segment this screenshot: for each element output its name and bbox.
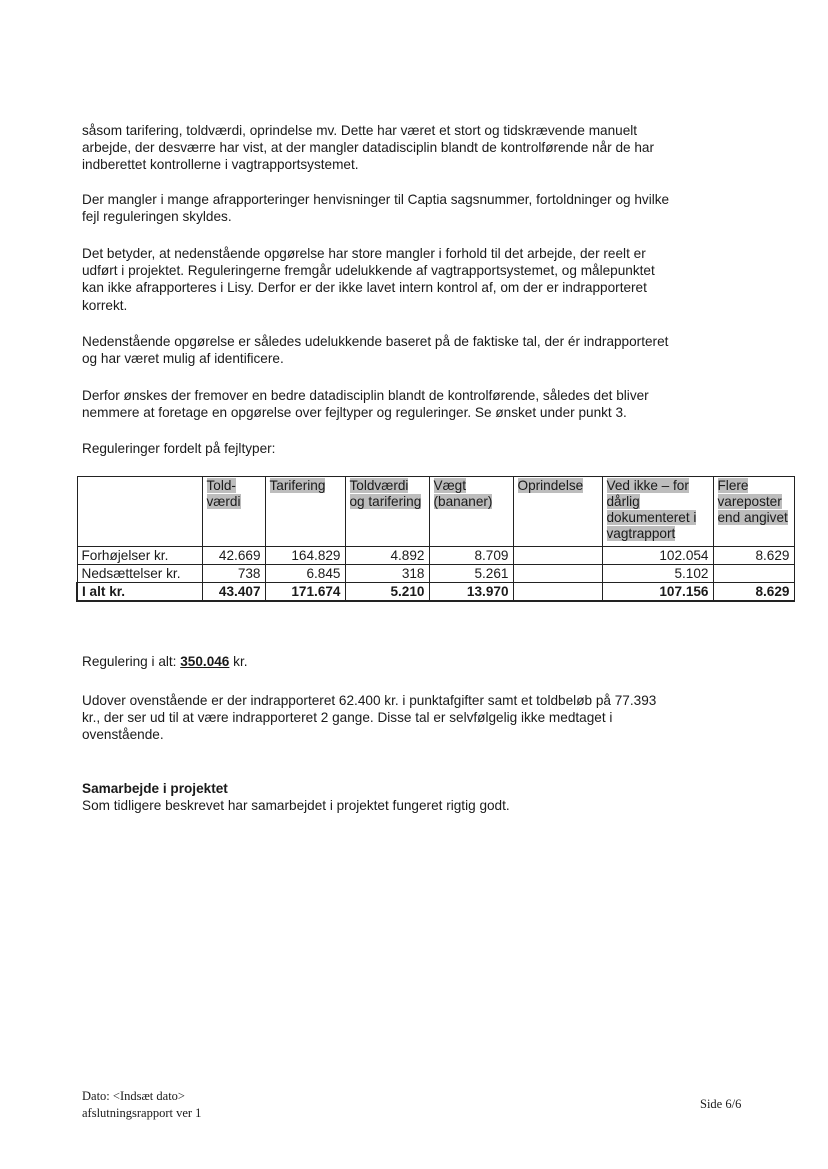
row-label: Nedsættelser kr. xyxy=(77,565,202,583)
paragraph-punktafgifter: Udover ovenstående er der indrapporteret 62.400 kr. i punktafgifter samt et toldbeløb på 77.393 kr., der ser ud til at være indrapporteret 2 gange. Disse tal er selvfølgelig ikke medtaget i ovenstående. xyxy=(82,693,657,743)
footer-page-number: Side 6/6 xyxy=(700,1097,742,1111)
header-cell: Flere vareposter end angivet xyxy=(713,477,794,547)
table-cell: 8.629 xyxy=(713,547,794,565)
header-cell: Vægt (bananer) xyxy=(429,477,513,547)
table-cell: 5.261 xyxy=(429,565,513,583)
table-cell: 5.210 xyxy=(345,583,429,602)
paragraph-tarifering: såsom tarifering, toldværdi, oprindelse mv. Dette har været et stort og tidskrævende manuelt arbejde, der desværre har vist, at der mangler datadisciplin blandt de kontrolførende når de har indberettet kontrollerne i vagtrapportsystemet. xyxy=(82,123,655,173)
paragraph-datadisciplin: Derfor ønskes der fremover en bedre datadisciplin blandt de kontrolførende, således det bliver nemmere at foretage en opgørelse over fejltyper og reguleringer. Se ønsket under punkt 3. xyxy=(82,388,649,421)
header-cell: Toldværdi og tarifering xyxy=(345,477,429,547)
table-header-row xyxy=(77,477,794,547)
paragraph-captia: Der mangler i mange afrapporteringer henvisninger til Captia sagsnummer, fortoldninger og hvilke fejl reguleringen skyldes. xyxy=(82,192,670,225)
row-label: Forhøjelser kr. xyxy=(77,547,202,565)
table-cell: 8.709 xyxy=(429,547,513,565)
table-cell: 164.829 xyxy=(265,547,345,565)
header-cell: Tarifering xyxy=(265,477,345,547)
regulation-total-amount: 350.046 xyxy=(180,654,230,669)
table-cell xyxy=(513,565,602,583)
table-cell: 738 xyxy=(202,565,265,583)
table-cell: 42.669 xyxy=(202,547,265,565)
paragraph-opgoerelse: Nedenstående opgørelse er således udelukkende baseret på de faktiske tal, der ér indrapporteret og har været mulig af identificere. xyxy=(82,334,669,367)
section-samarbejde xyxy=(82,780,752,814)
table-row xyxy=(77,565,794,583)
section-text: Som tidligere beskrevet har samarbejdet i projektet fungeret rigtig godt. xyxy=(82,798,510,814)
table-cell: 4.892 xyxy=(345,547,429,565)
header-cell: Ved ikke – for dårlig dokumenteret i vagtrapport xyxy=(602,477,713,547)
regulation-total: Regulering i alt: 350.046 kr. xyxy=(82,654,248,669)
table-cell: 5.102 xyxy=(602,565,713,583)
table-cell: 6.845 xyxy=(265,565,345,583)
table-cell: 107.156 xyxy=(602,583,713,602)
footer-left xyxy=(82,1088,201,1122)
regulation-table xyxy=(76,476,795,602)
table-cell: 171.674 xyxy=(265,583,345,602)
section-heading: Samarbejde i projektet xyxy=(82,781,228,796)
table-cell xyxy=(513,583,602,602)
paragraph-mangler: Det betyder, at nedenstående opgørelse har store mangler i forhold til det arbejde, der reelt er udført i projektet. Reguleringerne fremgår udelukkende af vagtrapportsystemet, og målepunktet kan ikke afrapporteres i Lisy. Derfor er der ikke lavet intern kontrol af, om der er indrapporteret korrekt. xyxy=(82,246,655,313)
table-cell: 318 xyxy=(345,565,429,583)
table-cell xyxy=(513,547,602,565)
table-cell: 13.970 xyxy=(429,583,513,602)
table-total-row xyxy=(77,583,794,602)
row-label: I alt kr. xyxy=(77,583,202,602)
table-row xyxy=(77,547,794,565)
header-cell: Oprindelse xyxy=(513,477,602,547)
table-cell xyxy=(713,565,794,583)
footer-doc-version: afslutningsrapport ver 1 xyxy=(82,1106,202,1120)
header-cell-empty xyxy=(77,477,202,547)
table-cell: 8.629 xyxy=(713,583,794,602)
table-cell: 102.054 xyxy=(602,547,713,565)
table-intro: Reguleringer fordelt på fejltyper: xyxy=(82,441,276,456)
header-cell: Told-værdi xyxy=(202,477,265,547)
footer-date: Dato: <Indsæt dato> xyxy=(82,1089,185,1103)
table-cell: 43.407 xyxy=(202,583,265,602)
